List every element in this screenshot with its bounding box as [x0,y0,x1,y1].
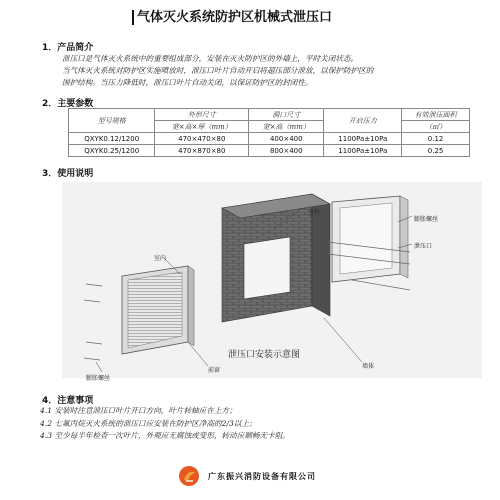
section-heading-notes: 4．注意事项 [42,396,94,406]
intro-paragraph [62,53,482,89]
header-model: 型号规格 [69,109,155,133]
cell-hole: 800×400 [249,145,324,157]
left-bolts [84,284,102,360]
cell-hole: 400×400 [249,133,324,145]
company-logo-icon [178,465,200,487]
spec-table [68,108,470,157]
label-indoor: 室内 [154,255,167,262]
notes-list [40,405,290,443]
company-name: 广东振兴消防设备有限公司 [208,471,316,481]
cell-outer: 470×470×80 [155,133,249,145]
list-item: 4.3 至少每半年检查一次叶片，外观应无腐蚀或变形，转动应顺畅无卡阻。 [40,431,290,440]
header-outer: 外形尺寸 [155,109,249,121]
header-area: 有效泄压面积 [402,109,470,121]
header-hole-sub: 宽×高（mm） [249,121,324,133]
intro-line: 泄压口是气体灭火系统中的重要组成部分，安装在灭火防护区的外墙上，平时关闭状态。 [62,54,359,63]
vent-frame [332,196,408,282]
section-heading-intro: 1．产品简介 [42,43,94,53]
section-heading-usage: 3．使用说明 [42,169,94,179]
label-vent: 泄压口 [414,243,433,250]
cell-area: 0.25 [402,145,470,157]
label-outdoor: 室外 [308,209,321,216]
list-item: 4.1 安装时注意泄压口叶片开口方向，叶片转轴应在上方； [40,406,237,415]
header-hole: 洞口尺寸 [249,109,324,121]
section-heading-params: 2．主要参数 [42,99,94,109]
intro-line: 当气体灭火系统对防护区实施喷放时，泄压口叶片自动开启将超压部分泄放，以保护防护区的 [62,66,374,75]
label-front-cover: 前窗 [208,367,221,374]
header-area-unit: （㎡） [402,121,470,133]
cell-outer: 470×870×80 [155,145,249,157]
figure-caption: 泄压口安装示意图 [228,350,301,360]
header-outer-sub: 宽×高×厚（mm） [155,121,249,133]
table-row [69,133,470,145]
list-item: 4.2 七氟丙烷灭火系统的泄压口应安装在防护区净高的2/3以上； [40,418,257,428]
label-bolt-left: 膨胀螺丝 [86,375,111,382]
cell-model: QXYK0.25/1200 [69,145,155,157]
front-louver-panel [122,266,194,354]
label-bolt-right: 膨胀螺丝 [414,216,439,223]
intro-line: 围护结构。当压力降低时，泄压口叶片自动关闭，以保证防护区的封闭性。 [62,78,313,87]
cell-pressure: 1100Pa±10Pa [324,133,402,145]
header-pressure: 开启压力 [324,109,402,133]
footer [178,465,316,487]
page-title: 气体灭火系统防护区机械式泄压口 [132,10,332,25]
cell-area: 0.12 [402,133,470,145]
cell-model: QXYK0.12/1200 [69,133,155,145]
cell-pressure: 1100Pa±10Pa [324,145,402,157]
label-wall: 墙体 [362,363,375,370]
table-row [69,145,470,157]
